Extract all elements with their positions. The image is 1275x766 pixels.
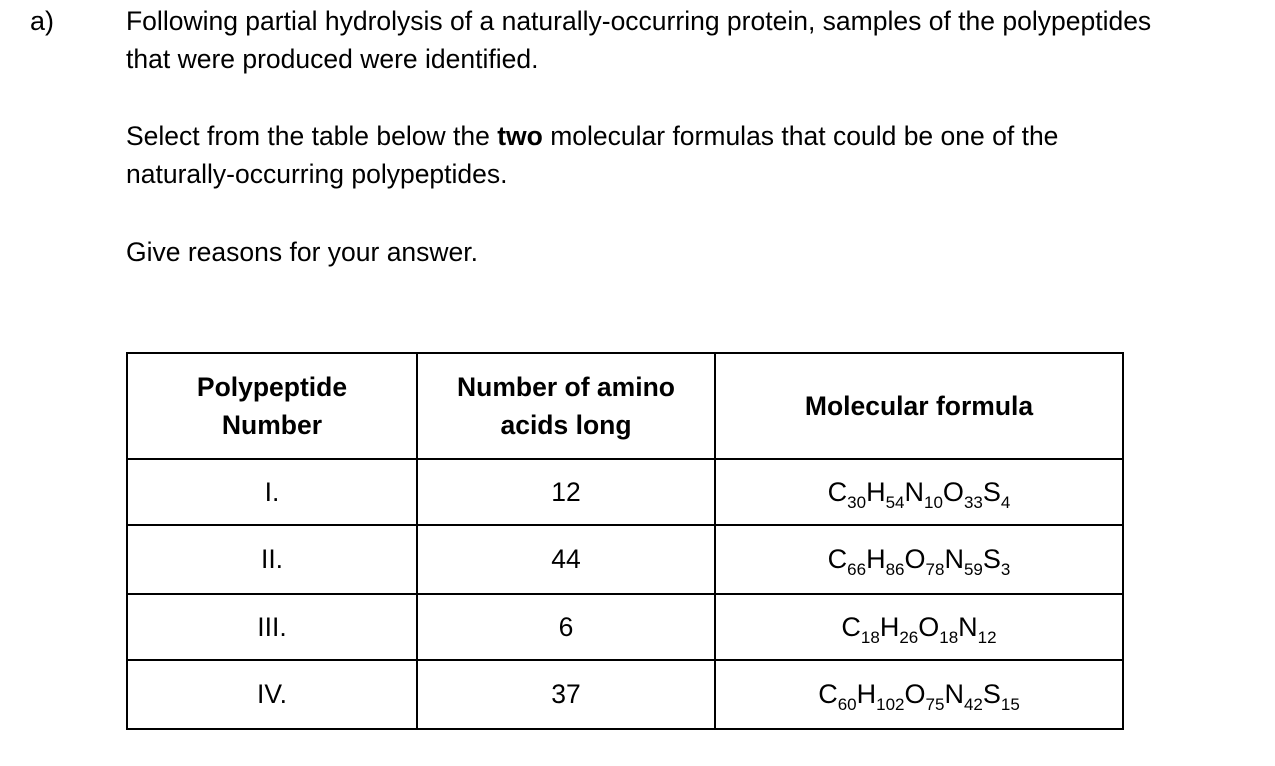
- formula-element: O: [918, 611, 940, 642]
- formula-element: N: [944, 679, 964, 709]
- formula-element: N: [958, 611, 978, 642]
- formula-element: H: [856, 679, 877, 709]
- cell-polypeptide-number: IV.: [127, 660, 417, 729]
- polypeptide-table: [126, 352, 1124, 730]
- formula-subscript: 42: [963, 695, 983, 714]
- select-line-2: naturally-occurring polypeptides.: [126, 159, 508, 189]
- cell-amino-acid-count: 12: [417, 459, 715, 525]
- table-row: [127, 660, 1123, 729]
- cell-amino-acid-count: 6: [417, 594, 715, 660]
- formula-element: C: [827, 476, 848, 507]
- formula-element: S: [982, 476, 1001, 507]
- cell-polypeptide-number: II.: [127, 525, 417, 594]
- formula-element: O: [904, 679, 926, 709]
- cell-molecular-formula: [715, 459, 1123, 525]
- formula-element: O: [942, 476, 964, 507]
- formula-subscript: 66: [847, 560, 867, 579]
- formula-subscript: 10: [924, 492, 943, 512]
- cell-amino-acid-count: 44: [417, 525, 715, 594]
- formula-subscript: 78: [925, 560, 945, 579]
- formula-element: H: [879, 611, 900, 642]
- formula-element: H: [866, 476, 886, 507]
- header-col2-line2: acids long: [500, 410, 632, 440]
- formula-subscript: 59: [963, 560, 983, 579]
- formula-element: S: [982, 544, 1001, 574]
- table-row: [127, 459, 1123, 525]
- cell-molecular-formula: [715, 660, 1123, 729]
- formula-element: O: [904, 544, 926, 574]
- cell-molecular-formula: [715, 594, 1123, 660]
- formula-element: C: [827, 544, 848, 574]
- formula-subscript: 54: [885, 492, 905, 512]
- reasons-instruction: Give reasons for your answer.: [126, 237, 479, 267]
- cell-polypeptide-number: III.: [127, 594, 417, 660]
- cell-amino-acid-count: 37: [417, 660, 715, 729]
- table-header-row: [127, 353, 1123, 459]
- header-molecular-formula: Molecular formula: [715, 353, 1123, 459]
- formula-subscript: 30: [847, 492, 867, 512]
- intro-line-1: Following partial hydrolysis of a naturally-occurring protein, samples of the polypeptides: [126, 6, 1152, 36]
- molecular-formula: [827, 476, 1011, 512]
- select-line-1: [126, 117, 1271, 155]
- formula-subscript: 3: [1000, 560, 1011, 579]
- select-text-before: Select from the table below the: [126, 121, 498, 151]
- formula-element: H: [866, 544, 886, 574]
- formula-subscript: 75: [925, 695, 945, 714]
- header-col1-line2: Number: [221, 410, 323, 440]
- intro-paragraph: [126, 2, 1271, 78]
- molecular-formula: [827, 544, 1011, 579]
- select-instruction: [126, 117, 1271, 193]
- formula-subscript: 33: [963, 492, 983, 512]
- formula-subscript: 60: [837, 695, 857, 714]
- part-label: a): [30, 6, 55, 36]
- formula-element: N: [944, 544, 964, 574]
- table-row: [127, 525, 1123, 594]
- formula-subscript: 15: [1000, 695, 1020, 714]
- molecular-formula: [818, 679, 1020, 714]
- intro-line-2: that were produced were identified.: [126, 44, 539, 74]
- formula-subscript: 86: [885, 560, 905, 579]
- cell-polypeptide-number: I.: [127, 459, 417, 525]
- select-text-after: molecular formulas that could be one of the: [542, 121, 1059, 151]
- formula-element: N: [904, 476, 924, 507]
- formula-subscript: 12: [977, 627, 997, 647]
- header-col2-line1: Number of amino: [457, 372, 675, 402]
- formula-element: C: [818, 679, 838, 709]
- formula-subscript: 18: [939, 627, 959, 647]
- header-amino-acid-count: [417, 353, 715, 459]
- select-emphasis: two: [497, 121, 543, 151]
- formula-subscript: 102: [876, 695, 905, 714]
- cell-molecular-formula: [715, 525, 1123, 594]
- formula-subscript: 26: [899, 627, 919, 647]
- header-col1-line1: Polypeptide: [196, 372, 348, 402]
- header-polypeptide-number: [127, 353, 417, 459]
- formula-subscript: 4: [1000, 492, 1011, 512]
- formula-element: S: [982, 679, 1001, 709]
- molecular-formula: [841, 611, 997, 647]
- formula-element: C: [841, 611, 861, 642]
- formula-subscript: 18: [860, 627, 880, 647]
- table-row: [127, 594, 1123, 660]
